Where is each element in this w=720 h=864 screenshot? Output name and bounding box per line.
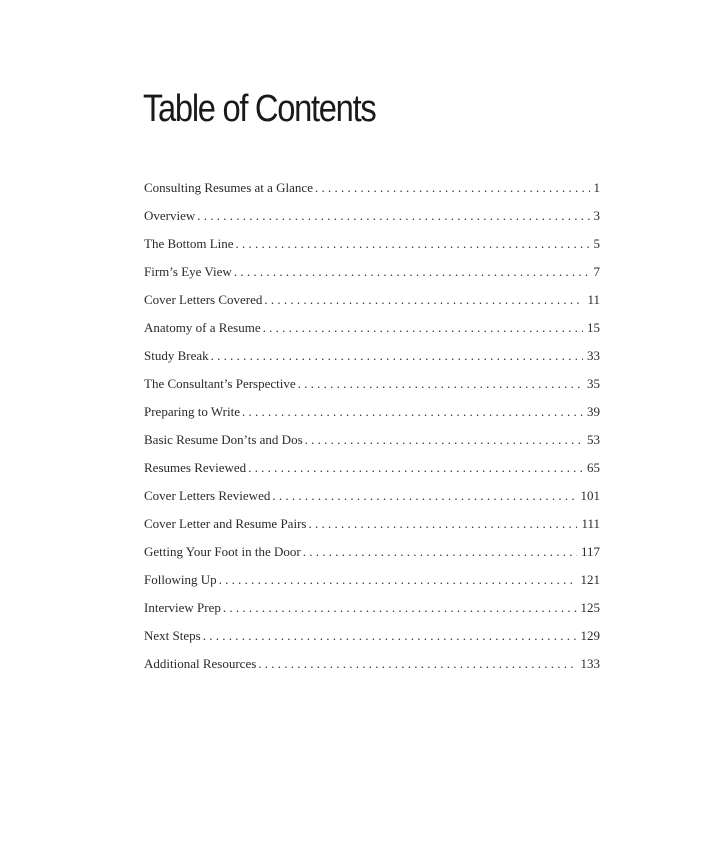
dot-leader [258,656,576,672]
toc-entry[interactable] [144,264,600,292]
toc-entry-label: Resumes Reviewed [144,460,247,475]
dot-leader [203,628,577,644]
toc-entry-label: Next Steps [144,628,201,643]
toc-entry-page: 7 [593,264,600,279]
toc-entry-label: Cover Letters Covered [144,292,263,307]
toc-entry[interactable] [144,320,600,348]
toc-entry[interactable] [144,376,600,404]
toc-entry-page: 5 [593,236,600,251]
dot-leader [223,600,577,616]
toc-entry-label: Basic Resume Don’ts and Dos [144,432,303,447]
toc-entry[interactable] [144,628,600,656]
dot-leader [303,544,577,560]
toc-entry[interactable] [144,656,600,684]
dot-leader [236,236,590,252]
toc-entry-page: 15 [587,320,600,335]
toc-entry[interactable] [144,544,600,572]
toc-entry-page: 11 [587,292,600,307]
toc-entry-label: Anatomy of a Resume [144,320,261,335]
toc-entry-label: Consulting Resumes at a Glance [144,180,313,195]
toc-entry-page: 3 [593,208,600,223]
dot-leader [315,180,590,196]
toc-entry-label: The Consultant’s Perspective [144,376,296,391]
dot-leader [242,404,583,420]
toc-entry-label: The Bottom Line [144,236,234,251]
toc-entry-label: Firm’s Eye View [144,264,232,279]
dot-leader [248,460,583,476]
toc-entry-page: 125 [580,600,600,615]
toc-entry[interactable] [144,460,600,488]
dot-leader [298,376,583,392]
toc-entry-page: 1 [593,180,600,195]
dot-leader [219,572,577,588]
toc-list [144,180,600,684]
toc-entry-page: 35 [587,376,600,391]
toc-entry[interactable] [144,432,600,460]
dot-leader [211,348,583,364]
dot-leader [305,432,583,448]
toc-entry-label: Preparing to Write [144,404,240,419]
toc-entry-page: 101 [580,488,600,503]
dot-leader [197,208,589,224]
dot-leader [234,264,590,280]
toc-entry-page: 111 [581,516,600,531]
toc-entry[interactable] [144,292,600,320]
toc-entry-page: 65 [587,460,600,475]
toc-entry-label: Following Up [144,572,217,587]
toc-entry-page: 129 [580,628,600,643]
toc-entry-label: Cover Letters Reviewed [144,488,271,503]
toc-entry[interactable] [144,404,600,432]
toc-entry-label: Overview [144,208,196,223]
toc-entry-page: 117 [580,544,600,559]
toc-entry-label: Interview Prep [144,600,221,615]
toc-entry[interactable] [144,600,600,628]
toc-entry-page: 33 [587,348,600,363]
toc-entry[interactable] [144,516,600,544]
toc-entry[interactable] [144,236,600,264]
dot-leader [308,516,577,532]
toc-entry[interactable] [144,348,600,376]
toc-entry-label: Getting Your Foot in the Door [144,544,301,559]
page-title: Table of Contents [143,88,376,130]
toc-entry[interactable] [144,180,600,208]
dot-leader [263,320,583,336]
toc-entry[interactable] [144,488,600,516]
toc-entry-label: Cover Letter and Resume Pairs [144,516,307,531]
toc-entry[interactable] [144,572,600,600]
dot-leader [272,488,576,504]
toc-entry-page: 121 [580,572,600,587]
toc-entry-page: 53 [587,432,600,447]
toc-entry-page: 133 [580,656,600,671]
toc-entry-page: 39 [587,404,600,419]
toc-entry[interactable] [144,208,600,236]
dot-leader [264,292,583,308]
toc-entry-label: Additional Resources [144,656,257,671]
toc-entry-label: Study Break [144,348,209,363]
